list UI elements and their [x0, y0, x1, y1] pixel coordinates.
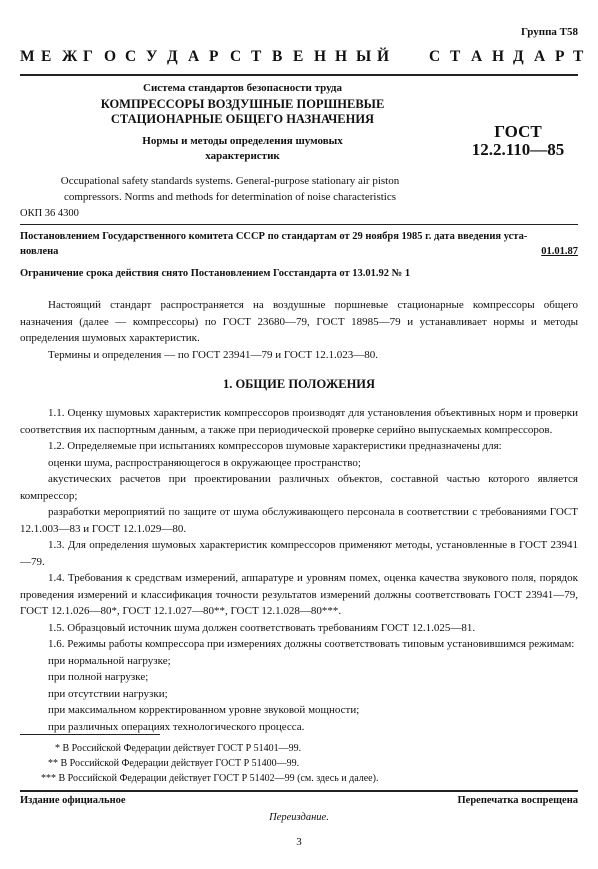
section1-body: [20, 405, 578, 735]
banner-letter: А: [188, 48, 200, 65]
banner-letter: Т: [573, 48, 584, 65]
clause-1-2-item: разработки мероприятий по защите от шума обслуживающего персонала в соответствии с требованиями ГОСТ 12.1.003—83 и ГОСТ 12.1.029—80.: [20, 506, 578, 535]
footnote-1: * В Российской Федерации действует ГОСТ Р 51401—99.: [55, 743, 302, 754]
clause-1-2: 1.2. Определяемые при испытаниях компрессоров шумовые характеристики предназначены для:: [48, 440, 502, 452]
subtitle-line1: Нормы и методы определения шумовых: [142, 135, 343, 147]
terms-paragraph: Термины и определения — по ГОСТ 23941—79 и ГОСТ 12.1.023—80.: [48, 348, 379, 361]
okp-code: ОКП 36 4300: [20, 208, 79, 219]
introduction-date: 01.01.87: [541, 246, 578, 257]
banner-letter: У: [146, 48, 158, 65]
banner-letter: Й: [377, 48, 390, 65]
banner-letter: Н: [492, 48, 505, 65]
group-code: Группа Т58: [520, 26, 578, 38]
banner-letter: Т: [251, 48, 262, 65]
header-divider: [20, 74, 578, 76]
clause-1-4: 1.4. Требования к средствам измерений, аппаратуре и уровням помех, оценка качества звукового поля, порядок проведения измерений и классификация точности результатов измерений должны соответствовать ГОСТ 23941—79, ГОСТ 12.1.026—80*, ГОСТ 12.1.027—80**, ГОСТ 12.1.028—80***.: [20, 572, 578, 617]
footnote-2: ** В Российской Федерации действует ГОСТ Р 51400—99.: [48, 758, 300, 769]
clause-1-6: 1.6. Режимы работы компрессора при измерениях должны соответствовать типовым установившимся режимам:: [48, 638, 575, 650]
standards-system-title: Система стандартов безопасности труда: [143, 82, 342, 94]
intro-section: [20, 297, 578, 363]
subtitle-line2: характеристик: [205, 150, 280, 162]
page-number: 3: [296, 836, 302, 848]
gost-label: ГОСТ: [494, 122, 542, 141]
banner-letter: А: [534, 48, 546, 65]
clause-1-2-item: акустических расчетов при проектировании различных объектов, составной частью которого является компрессор;: [20, 473, 578, 502]
mode-item: при различных операциях технологического процесса.: [48, 720, 305, 733]
banner-letter: Н: [314, 48, 327, 65]
clause-1-1: 1.1. Оценку шумовых характеристик компрессоров производят для установления объективных норм и проверки соответствия их паспортным данным, а также при периодической проверке серийно выпускаемых компрессоров.: [20, 407, 578, 436]
banner-letter: Р: [209, 48, 219, 65]
section1-heading: 1. ОБЩИЕ ПОЛОЖЕНИЯ: [222, 377, 376, 391]
mode-item: при нормальной нагрузке;: [48, 654, 171, 667]
gost-number: 12.2.110—85: [471, 140, 565, 159]
banner-letter: Д: [513, 48, 524, 65]
decree-line1: Постановлением Государственного комитета СССР по стандартам от 29 ноября 1985 г. дата введения уста-: [20, 231, 528, 242]
banner-letter: С: [429, 48, 441, 65]
mode-item: при полной нагрузке;: [48, 671, 149, 683]
banner-letter: Е: [293, 48, 304, 65]
banner-letter: Е: [41, 48, 52, 65]
banner-letter: Н: [335, 48, 348, 65]
footnote-3: *** В Российской Федерации действует ГОСТ Р 51402—99 (см. здесь и далее).: [41, 773, 379, 784]
interstate-standard-banner: [20, 48, 584, 70]
official-edition-label: Издание официальное: [20, 795, 126, 806]
decree-line2: новлена: [20, 246, 59, 257]
clause-1-2-item: оценки шума, распространяющегося в окружающее пространство;: [48, 456, 361, 469]
banner-letter: С: [125, 48, 137, 65]
english-title-line1: Occupational safety standards systems. General-purpose stationary air piston: [60, 175, 400, 187]
footnote-divider: [20, 734, 160, 735]
title-divider: [20, 224, 578, 225]
reissue-label: Переиздание.: [269, 812, 329, 823]
banner-letter: Ы: [356, 48, 372, 65]
footer-divider: [20, 790, 578, 792]
banner-letter: Г: [83, 48, 93, 65]
english-title-line2: compressors. Norms and methods for determination of noise characteristics: [63, 191, 397, 203]
banner-letter: В: [272, 48, 283, 65]
banner-letter: С: [230, 48, 242, 65]
main-title-line1: КОМПРЕССОРЫ ВОЗДУШНЫЕ ПОРШНЕВЫЕ: [100, 97, 385, 111]
banner-letter: О: [104, 48, 117, 65]
clause-1-3: 1.3. Для определения шумовых характеристик компрессоров применяют методы, установленные в ГОСТ 23941—79.: [20, 539, 578, 568]
mode-item: при максимальном корректированном уровне звуковой мощности;: [48, 704, 360, 716]
banner-letter: Ж: [62, 48, 78, 65]
main-title-line2: СТАЦИОНАРНЫЕ ОБЩЕГО НАЗНАЧЕНИЯ: [110, 112, 375, 126]
banner-letter: А: [471, 48, 483, 65]
limit-removal-note: Ограничение срока действия снято Постановлением Госстандарта от 13.01.92 № 1: [20, 268, 411, 279]
reprint-prohibited-label: Перепечатка воспрещена: [457, 795, 578, 806]
banner-letter: М: [20, 48, 35, 65]
clause-1-5: 1.5. Образцовый источник шума должен соответствовать требованиям ГОСТ 12.1.025—81.: [48, 621, 476, 634]
banner-letter: Р: [555, 48, 565, 65]
banner-letter: Д: [167, 48, 178, 65]
mode-item: при отсутствии нагрузки;: [48, 687, 168, 700]
intro-paragraph: Настоящий стандарт распространяется на воздушные поршневые стационарные компрессоры общего назначения (далее — компрессоры) по ГОСТ 23680—79, ГОСТ 18985—79 и устанавливает нормы и методы определения шумовых характеристик.: [20, 299, 578, 344]
banner-letter: Т: [450, 48, 461, 65]
